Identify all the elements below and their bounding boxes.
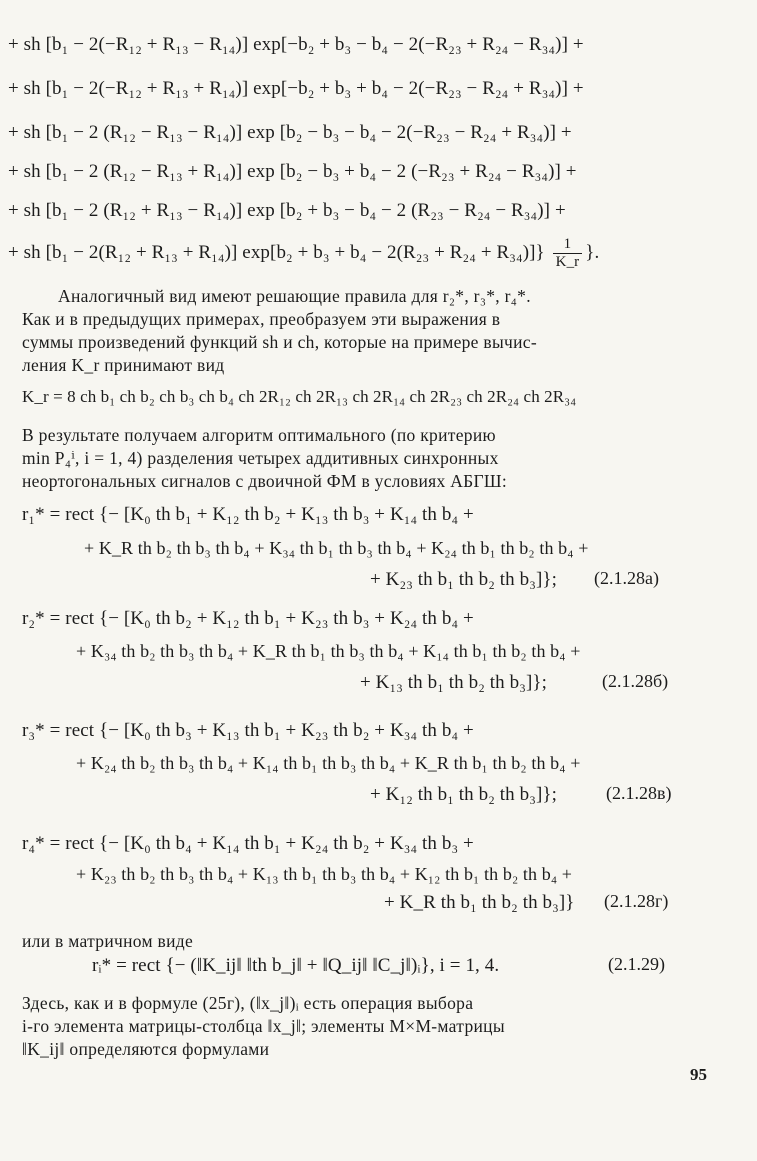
eq-28g-line-2: + K₂₃ th b₂ th b₃ th b₄ + K₁₃ th b₁ th b₃ th b₄ + K₁₂ th b₁ th b₂ th b₄ + (76, 864, 573, 884)
fraction-denominator: K_r (555, 254, 580, 270)
eq-28a-line-3: + K₂₃ th b₁ th b₂ th b₃]}; (370, 569, 557, 590)
eq-28v-line-1: r₃* = rect {− [K₀ th b₃ + K₁₃ th b₁ + K₂₃ th b₂ + K₃₄ th b₄ + (22, 720, 474, 741)
matrix-eq-number: (2.1.29) (608, 954, 665, 974)
para3-line-3: ‖K_ij‖ определяются формулами (22, 1039, 270, 1059)
eq-28v-number: (2.1.28в) (606, 783, 672, 803)
fraction-1-over-kr (553, 236, 583, 271)
formula-top-line-4: + sh [b₁ − 2 (R₁₂ − R₁₃ + R₁₄)] exp [b₂ − b₃ + b₄ − 2 (−R₂₃ + R₂₄ − R₃₄)] + (8, 161, 577, 182)
formula-top-line-2: + sh [b₁ − 2(−R₁₂ + R₁₃ + R₁₄)] exp[−b₂ + b₃ + b₄ − 2(−R₂₃ − R₂₄ + R₃₄)] + (8, 78, 584, 99)
eq-28g-number: (2.1.28г) (604, 891, 669, 911)
page-number: 95 (690, 1065, 707, 1084)
formula-top-line-6-end: }. (585, 241, 600, 263)
eq-28a-line-2: + K_R th b₂ th b₃ th b₄ + K₃₄ th b₁ th b₃ th b₄ + K₂₄ th b₁ th b₂ th b₄ + (84, 538, 589, 558)
eq-28a-number: (2.1.28а) (594, 568, 659, 588)
eq-28b-line-2: + K₃₄ th b₂ th b₃ th b₄ + K_R th b₁ th b₃ th b₄ + K₁₄ th b₁ th b₂ th b₄ + (76, 641, 581, 661)
fraction-numerator: 1 (553, 236, 583, 254)
para3-line-1: Здесь, как и в формуле (25г), (‖x_j‖)ᵢ есть операция выбора (22, 993, 474, 1013)
formula-top-line-5: + sh [b₁ − 2 (R₁₂ + R₁₃ − R₁₄)] exp [b₂ + b₃ − b₄ − 2 (R₂₃ − R₂₄ − R₃₄)] + (8, 200, 566, 221)
eq-28a-line-1: r₁* = rect {− [K₀ th b₁ + K₁₂ th b₂ + K₁₃ th b₃ + K₁₄ th b₄ + (22, 504, 474, 525)
para2-line-1: В результате получаем алгоритм оптимального (по критерию (22, 425, 496, 445)
eq-28g-line-3: + K_R th b₁ th b₂ th b₃]} (384, 892, 575, 913)
para1-line-1: Аналогичный вид имеют решающие правила для r₂*, r₃*, r₄*. (58, 286, 531, 306)
formula-top-line-3: + sh [b₁ − 2 (R₁₂ − R₁₃ − R₁₄)] exp [b₂ − b₃ − b₄ − 2(−R₂₃ − R₂₄ + R₃₄)] + (8, 122, 572, 143)
matrix-intro: или в матричном виде (22, 931, 194, 951)
matrix-equation: rᵢ* = rect {− (‖K_ij‖ ‖th b_j‖ + ‖Q_ij‖ ‖C_j‖)ᵢ}, i = 1, 4. (92, 955, 500, 976)
para2-line-2: min P₄ⁱ, i = 1, 4) разделения четырех аддитивных синхронных (22, 448, 499, 468)
para1-line-4: ления K_r принимают вид (22, 355, 225, 375)
eq-28v-line-2: + K₂₄ th b₂ th b₃ th b₄ + K₁₄ th b₁ th b₃ th b₄ + K_R th b₁ th b₂ th b₄ + (76, 753, 581, 773)
formula-top-line-6-body: + sh [b₁ − 2(R₁₂ + R₁₃ + R₁₄)] exp[b₂ + b₃ + b₄ − 2(R₂₃ + R₂₄ + R₃₄)]} (8, 241, 545, 263)
kr-formula: K_r = 8 ch b₁ ch b₂ ch b₃ ch b₄ ch 2R₁₂ ch 2R₁₃ ch 2R₁₄ ch 2R₂₃ ch 2R₂₄ ch 2R₃₄ (22, 387, 577, 406)
eq-28g-line-1: r₄* = rect {− [K₀ th b₄ + K₁₄ th b₁ + K₂₄ th b₂ + K₃₄ th b₃ + (22, 833, 474, 854)
para2-line-3: неортогональных сигналов с двоичной ФМ в условиях АБГШ: (22, 471, 508, 491)
para1-line-3: суммы произведений функций sh и ch, которые на примере вычис- (22, 332, 538, 352)
eq-28b-line-3: + K₁₃ th b₁ th b₂ th b₃]}; (360, 672, 547, 693)
eq-28v-line-3: + K₁₂ th b₁ th b₂ th b₃]}; (370, 784, 557, 805)
eq-28b-line-1: r₂* = rect {− [K₀ th b₂ + K₁₂ th b₁ + K₂₃ th b₃ + K₂₄ th b₄ + (22, 608, 474, 629)
eq-28b-number: (2.1.28б) (602, 671, 669, 691)
para1-line-2: Как и в предыдущих примерах, преобразуем эти выражения в (22, 309, 501, 329)
para3-line-2: i-го элемента матрицы-столбца ‖x_j‖; элементы M×M-матрицы (22, 1016, 505, 1036)
formula-top-line-1: + sh [b₁ − 2(−R₁₂ + R₁₃ − R₁₄)] exp[−b₂ + b₃ − b₄ − 2(−R₂₃ + R₂₄ − R₃₄)] + (8, 34, 584, 55)
formula-top-line-6 (8, 236, 599, 271)
